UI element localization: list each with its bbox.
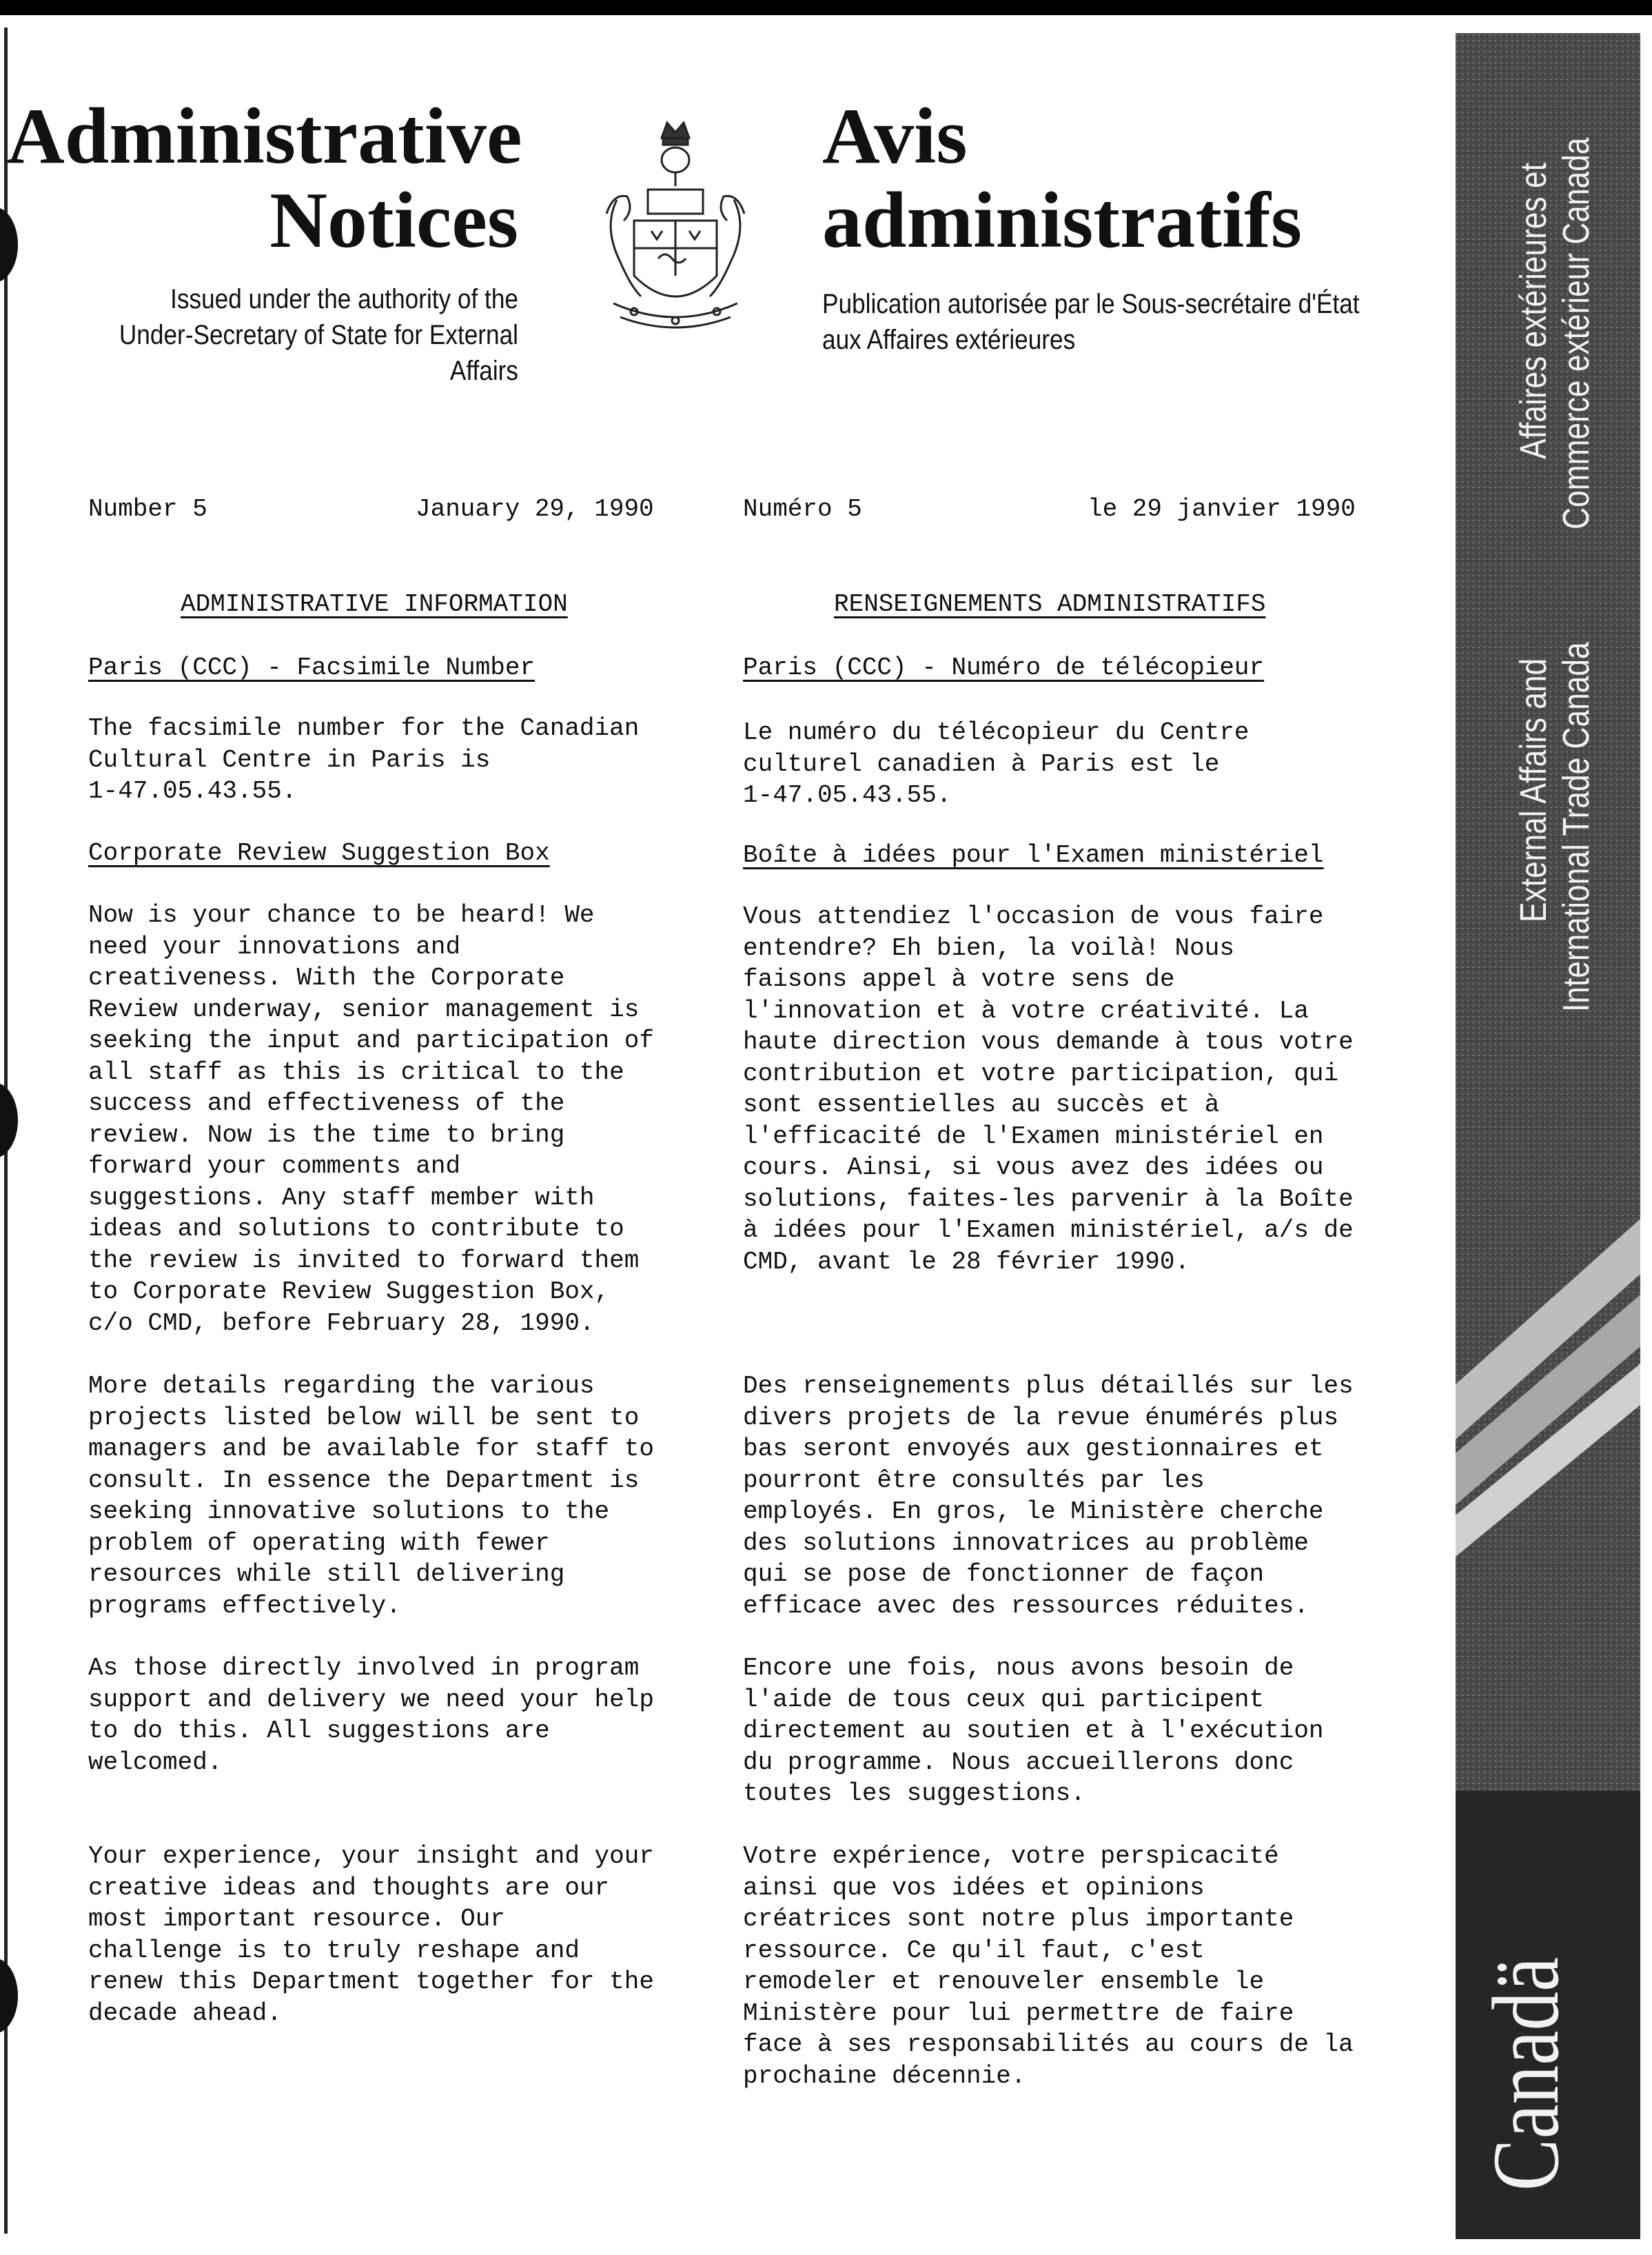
punch-hole: [0, 1958, 18, 2034]
english-paragraph-fax: The facsimile number for the Canadian Cultural Centre in Paris is 1-47.05.43.55.: [88, 714, 640, 805]
french-paragraph-experience: Votre expérience, votre perspicacité ainsi que vos idées et opinions créatrices sont notre plus importante ressource. Ce qu'il faut, c'est remodeler et renouveler ensemble le Ministère pour lui permettre de faire face à ses responsabilités au cours de la prochaine décennie.: [743, 1842, 1354, 2090]
english-subtitle: [62, 281, 518, 389]
scan-top-border: [0, 0, 1652, 15]
department-sidebar: [1456, 33, 1640, 2239]
sidebar-french-line1: Affaires extérieures et: [1513, 163, 1554, 459]
canada-wordmark: Canadä: [1473, 1956, 1578, 2191]
french-heading-suggestion-box: Boîte à idées pour l'Examen ministériel: [743, 841, 1324, 869]
english-issue-date: January 29, 1990: [416, 495, 654, 523]
french-title-line2: administratifs: [822, 176, 1302, 265]
french-subtitle: [822, 286, 1360, 358]
english-heading-suggestion-box: Corporate Review Suggestion Box: [88, 839, 550, 867]
english-paragraph-suggestion-box: Now is your chance to be heard! We need your innovations and creativeness. With the Corporate Review underway, senior management is seeking the input and participation of all staff as this is critical to the success and effectiveness of the review. Now is the time to bring forward your comments and suggestions. Any staff member with ideas and solutions to contribute to the review is invited to forward them to Corporate Review Suggestion Box, c/o CMD, before February 28, 1990.: [88, 901, 654, 1337]
french-paragraph-details: Des renseignements plus détaillés sur les divers projets de la revue énumérés plus bas seront envoyés aux gestionnaires et pourront être consultés par les employés. En gros, le Ministère cherche des solutions innovatrices au problème qui se pose de fonctionner de façon efficace avec des ressources réduites.: [743, 1372, 1354, 1620]
sidebar-english-line2: International Trade Canada: [1556, 642, 1597, 1012]
french-subtitle-line2: aux Affaires extérieures: [822, 325, 1076, 355]
english-paragraph-help: As those directly involved in program support and delivery we need your help to do this. All suggestions are welcomed.: [88, 1654, 654, 1777]
english-issue-number: Number 5: [88, 495, 207, 523]
french-issue-number: Numéro 5: [743, 495, 862, 523]
coat-of-arms-icon: [593, 110, 758, 345]
english-subtitle-line2: Under-Secretary of State for External Affairs: [119, 320, 518, 386]
french-subtitle-line1: Publication autorisée par le Sous-secrétaire d'État: [822, 289, 1360, 319]
punch-hole: [0, 1082, 18, 1158]
french-paragraph-help: Encore une fois, nous avons besoin de l'aide de tous ceux qui participent directement au soutien et à l'exécution du programme. Nous accueillerons donc toutes les suggestions.: [743, 1654, 1324, 1808]
french-heading-fax: Paris (CCC) - Numéro de télécopieur: [743, 654, 1265, 682]
english-subtitle-line1: Issued under the authority of the: [170, 284, 518, 314]
sidebar-english-line1: External Affairs and: [1513, 658, 1554, 922]
french-paragraph-fax: Le numéro du télécopieur du Centre culturel canadien à Paris est le 1-47.05.43.55.: [743, 718, 1250, 809]
english-title-line2: Notices: [269, 176, 518, 265]
english-heading-fax: Paris (CCC) - Facsimile Number: [88, 654, 536, 682]
french-issue-date: le 29 janvier 1990: [1088, 495, 1356, 523]
sidebar-french-line2: Commerce extérieur Canada: [1556, 137, 1597, 529]
english-section-title: ADMINISTRATIVE INFORMATION: [181, 590, 568, 618]
french-title-line1: Avis: [822, 92, 968, 181]
english-title-line1: Administrative: [7, 92, 522, 181]
english-paragraph-details: More details regarding the various projects listed below will be sent to managers and be available for staff to consult. In essence the Department is seeking innovative solutions to the problem of operating with fewer resources while still delivering programs effectively.: [88, 1372, 654, 1620]
french-paragraph-suggestion-box: Vous attendiez l'occasion de vous faire entendre? Eh bien, la voilà! Nous faisons appel à votre sens de l'innovation et à votre créativité. La haute direction vous demande à tous votre contribution et votre participation, qui sont essentielles au succès et à l'efficacité de l'Examen ministériel en cours. Ainsi, si vous avez des idées ou solutions, faites-les parvenir à la Boîte à idées pour l'Examen ministériel, a/s de CMD, avant le 28 février 1990.: [743, 902, 1354, 1276]
english-paragraph-experience: Your experience, your insight and your creative ideas and thoughts are our most important resource. Our challenge is to truly reshape and renew this Department together for the decade ahead.: [88, 1842, 654, 2028]
french-section-title: RENSEIGNEMENTS ADMINISTRATIFS: [834, 590, 1266, 618]
punch-hole: [0, 207, 18, 283]
